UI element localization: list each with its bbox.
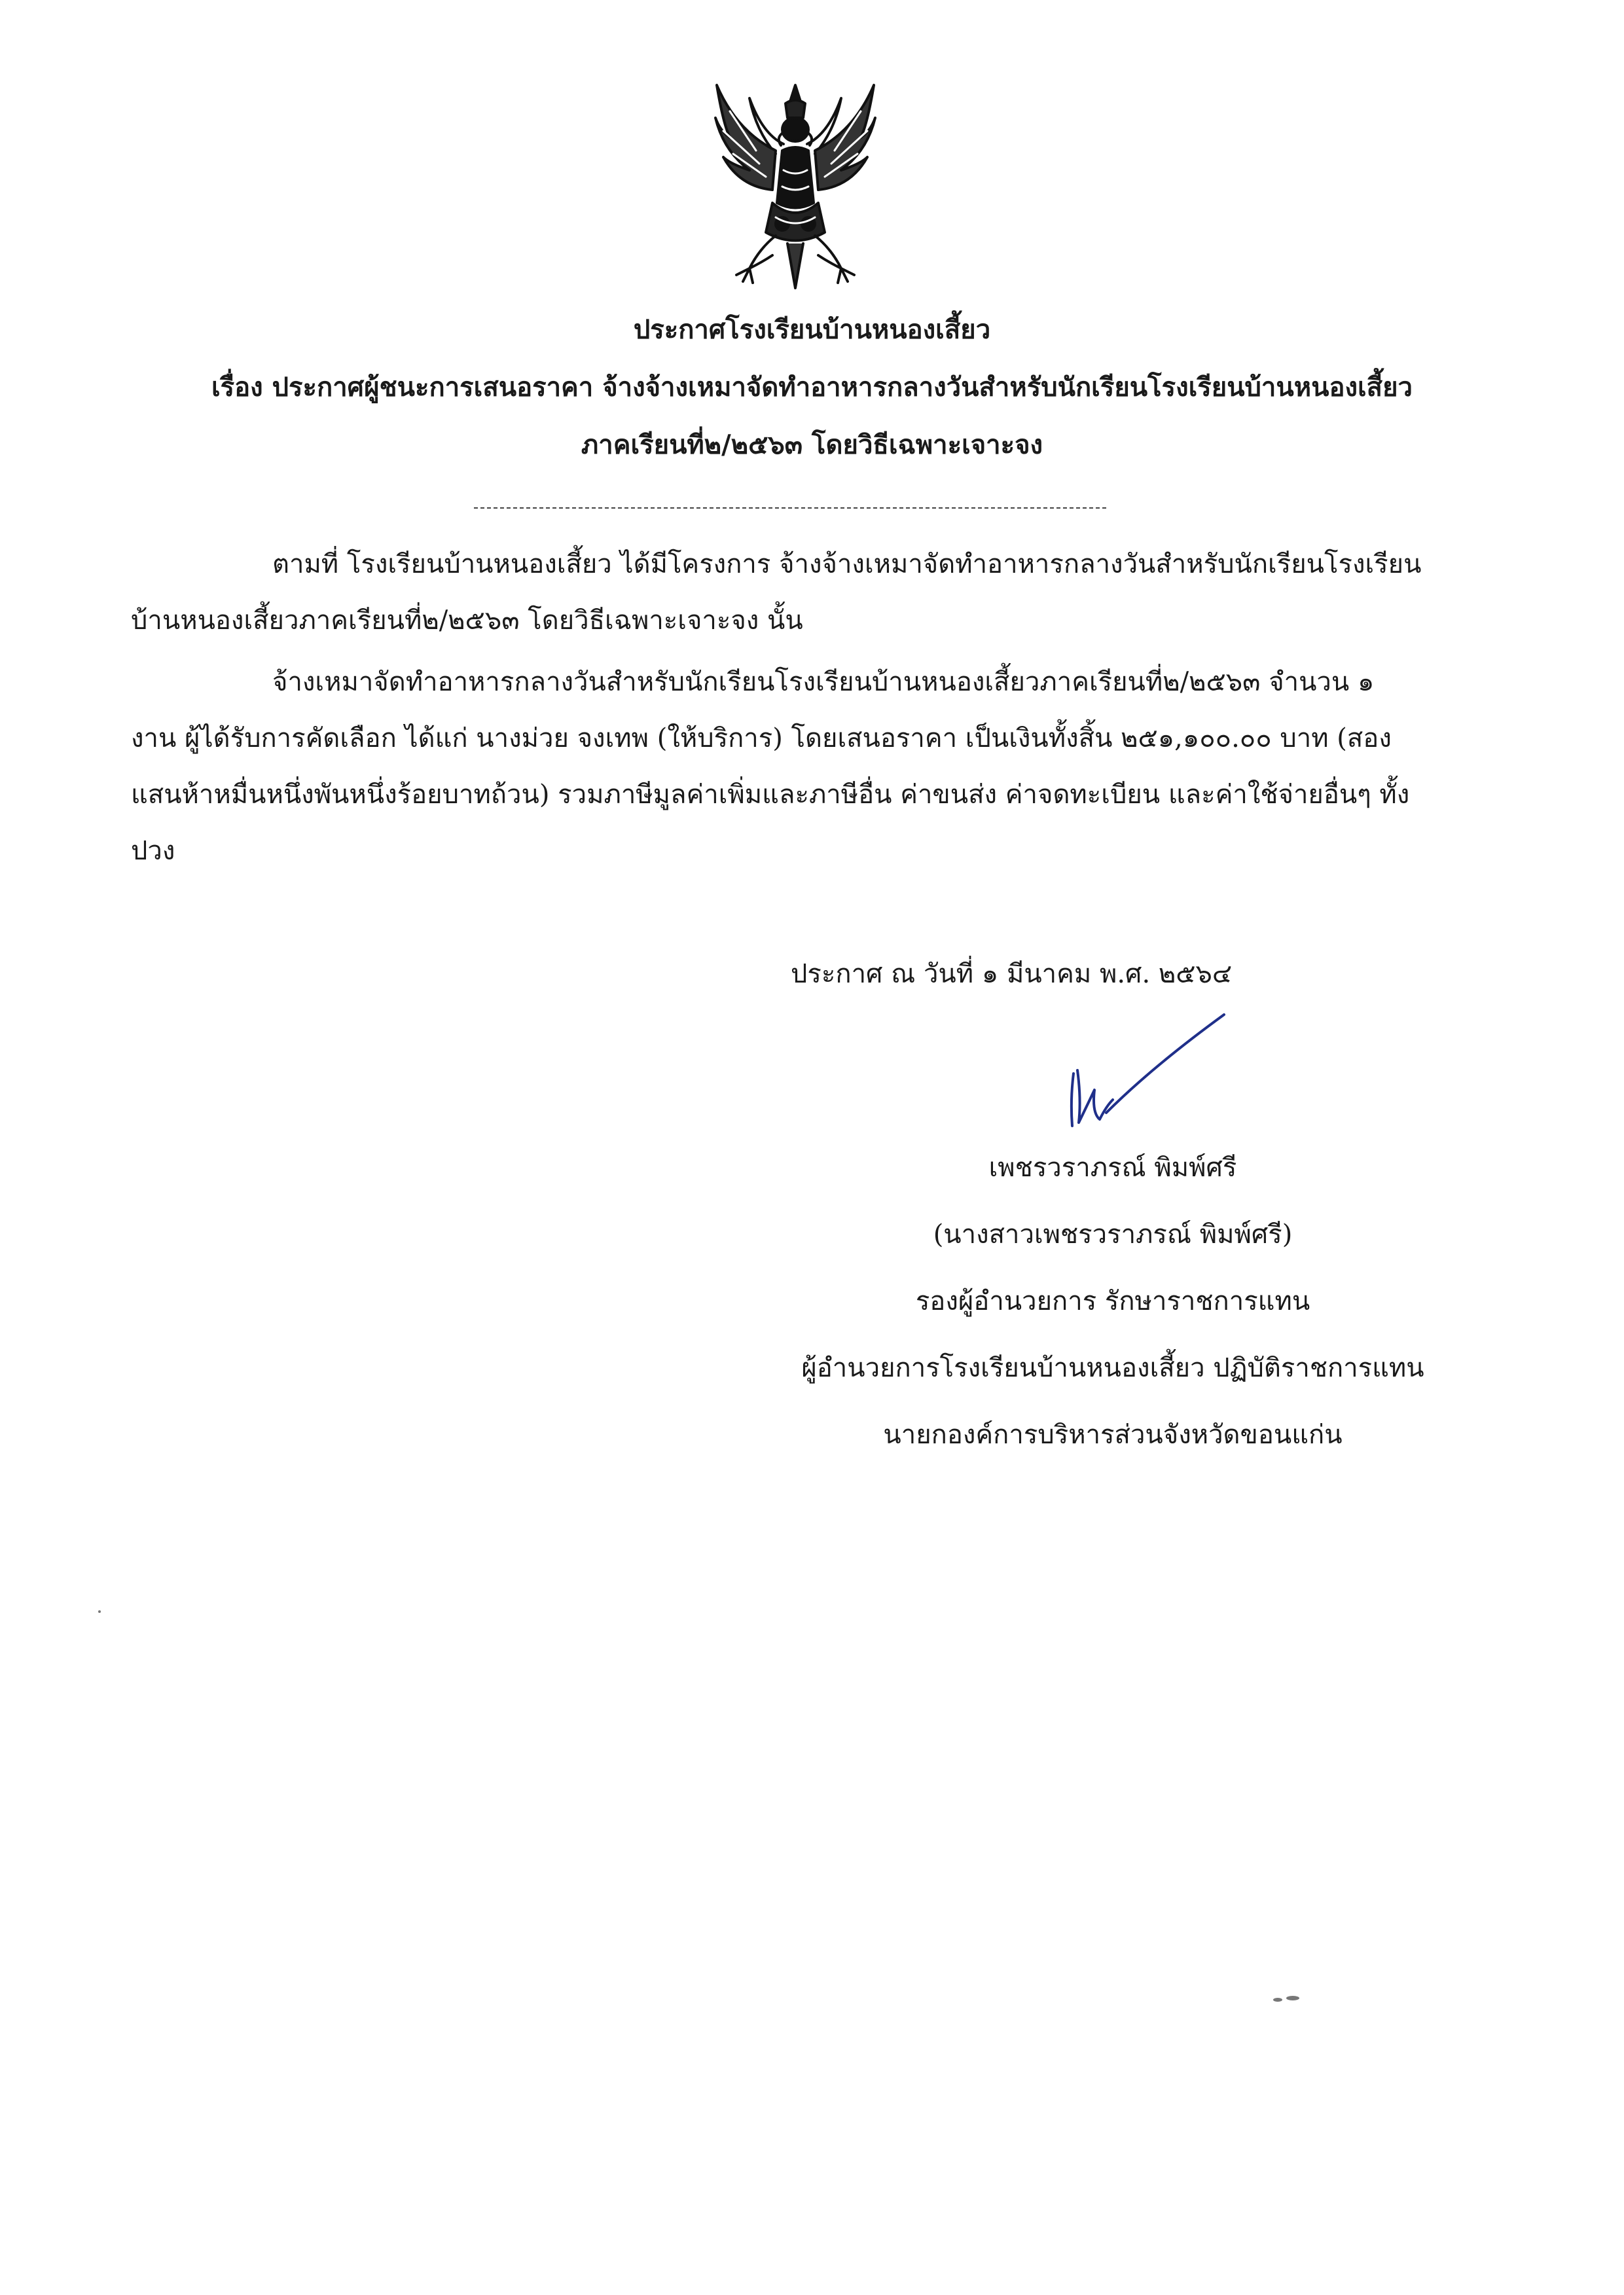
paragraph-1-line-1: ตามที่ โรงเรียนบ้านหนองเสี้ยว ได้มีโครงการ จ้างจ้างเหมาจัดทำอาหารกลางวันสำหรับนักเรียนโรงเรียน xyxy=(272,549,1422,579)
signer-full-name: (นางสาวเพชรวราภรณ์ พิมพ์ศรี) xyxy=(933,1220,1293,1250)
scan-speck xyxy=(1286,1996,1299,2000)
scan-speck xyxy=(98,1610,101,1613)
announcement-subject: เรื่อง ประกาศผู้ชนะการเสนอราคา จ้างจ้างเหมาจัดทำอาหารกลางวันสำหรับนักเรียนโรงเรียนบ้านหนองเสี้ยว xyxy=(211,372,1413,403)
handwritten-signature xyxy=(1060,1002,1237,1132)
paragraph-2-line-4: ปวง xyxy=(131,836,175,866)
announcement-title: ประกาศโรงเรียนบ้านหนองเสี้ยว xyxy=(633,314,991,345)
paragraph-2-line-2: งาน ผู้ได้รับการคัดเลือก ได้แก่ นางม่วย จงเทพ (ให้บริการ) โดยเสนอราคา เป็นเงินทั้งสิ้น ๒๕๑,๑๐๐.๐๐ บาท (สอง xyxy=(131,723,1392,753)
scan-speck xyxy=(1273,1998,1282,2002)
paragraph-2-line-1: จ้างเหมาจัดทำอาหารกลางวันสำหรับนักเรียนโรงเรียนบ้านหนองเสี้ยวภาคเรียนที่๒/๒๕๖๓ จำนวน ๑ xyxy=(272,667,1375,697)
announcement-subject-continued: ภาคเรียนที่๒/๒๕๖๓ โดยวิธีเฉพาะเจาะจง xyxy=(581,429,1043,460)
garuda-emblem-icon xyxy=(710,72,880,295)
signer-position-3: นายกองค์การบริหารส่วนจังหวัดขอนแก่น xyxy=(883,1420,1343,1450)
header-divider xyxy=(474,507,1106,509)
announcement-date: ประกาศ ณ วันที่ ๑ มีนาคม พ.ศ. ๒๕๖๔ xyxy=(791,959,1233,989)
signer-position-1: รองผู้อำนวยการ รักษาราชการแทน xyxy=(915,1286,1310,1316)
paragraph-1-line-2: บ้านหนองเสี้ยวภาคเรียนที่๒/๒๕๖๓ โดยวิธีเฉพาะเจาะจง นั้น xyxy=(131,605,803,636)
signer-name: เพชรวราภรณ์ พิมพ์ศรี xyxy=(988,1153,1237,1183)
signer-position-2: ผู้อำนวยการโรงเรียนบ้านหนองเสี้ยว ปฏิบัติราชการแทน xyxy=(801,1353,1424,1383)
paragraph-2-line-3: แสนห้าหมื่นหนึ่งพันหนึ่งร้อยบาทถ้วน) รวมภาษีมูลค่าเพิ่มและภาษีอื่น ค่าขนส่ง ค่าจดทะเบียน และค่าใช้จ่ายอื่นๆ ทั้ง xyxy=(131,780,1410,810)
